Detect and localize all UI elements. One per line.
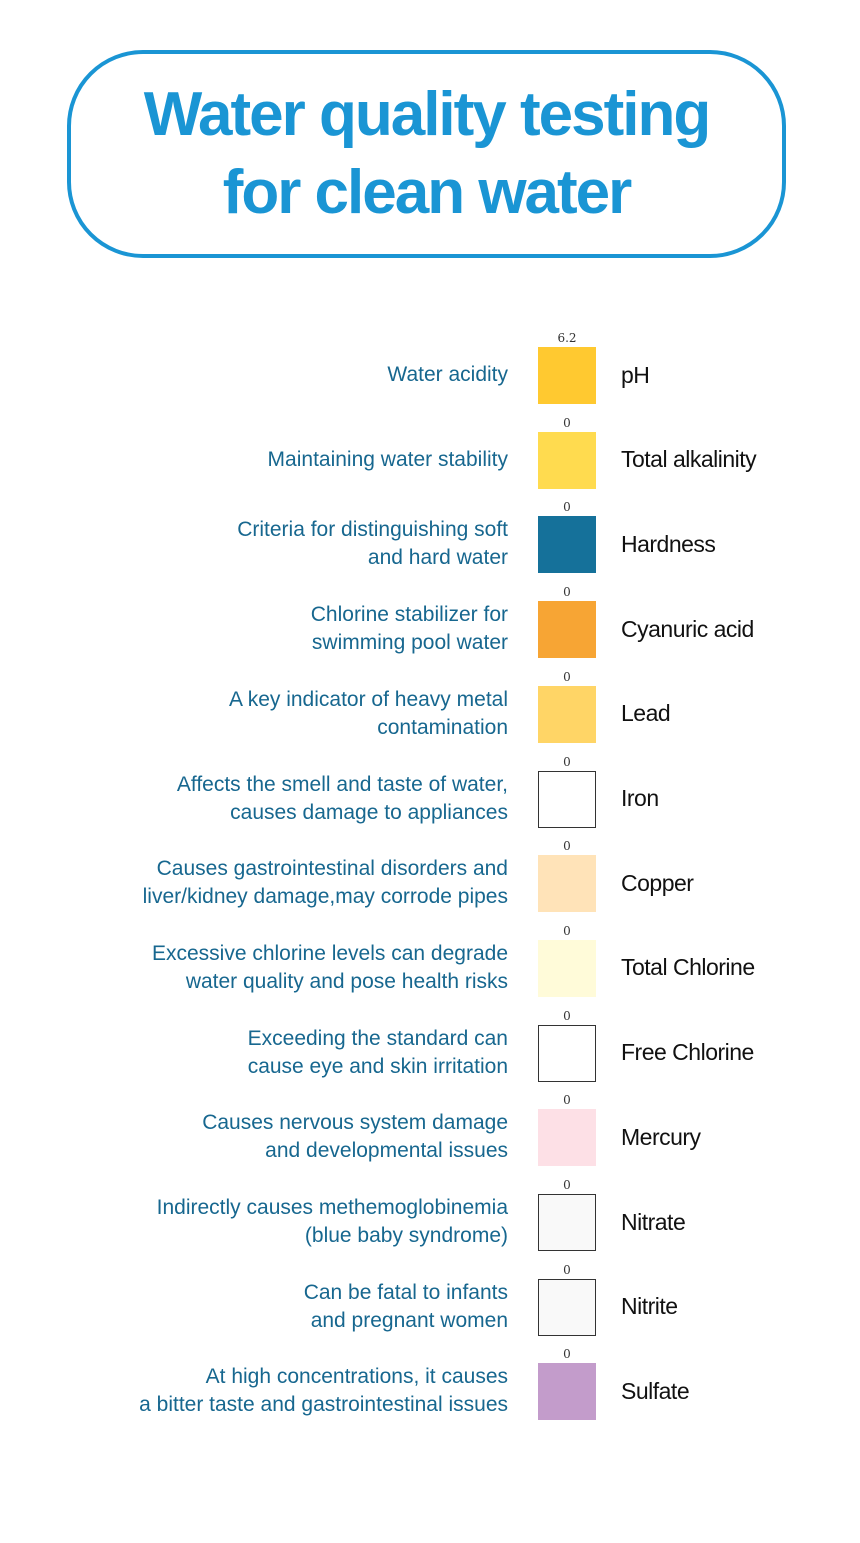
color-swatch <box>538 432 596 489</box>
description-line: Affects the smell and taste of water, <box>176 772 508 796</box>
parameter-value: 0 <box>563 923 571 938</box>
description-line: Indirectly causes methemoglobinemia <box>156 1196 508 1219</box>
color-swatch <box>538 601 596 658</box>
color-swatch <box>538 347 596 404</box>
test-parameter-row <box>0 1178 860 1257</box>
parameter-name: Nitrite <box>621 1293 678 1320</box>
description-line: contamination <box>377 715 508 739</box>
parameter-description <box>48 933 508 1003</box>
description-line: Can be fatal to infants <box>303 1280 508 1304</box>
parameter-description <box>48 1356 508 1426</box>
parameter-name: Copper <box>621 869 694 896</box>
parameter-value: 0 <box>563 415 571 430</box>
parameter-description <box>48 1018 508 1088</box>
parameter-name: Cyanuric acid <box>621 615 754 642</box>
parameter-description <box>48 425 508 495</box>
color-swatch <box>538 516 596 573</box>
parameter-value: 0 <box>563 585 571 600</box>
parameter-value: 6.2 <box>557 331 577 345</box>
test-parameter-row <box>0 1262 860 1342</box>
test-parameter-row <box>0 1093 860 1172</box>
description-line: Causes gastrointestinal disorders and <box>156 857 508 881</box>
test-parameter-row <box>0 1008 860 1088</box>
description-line: and pregnant women <box>310 1308 508 1332</box>
test-parameter-row <box>0 923 860 1003</box>
parameter-description <box>48 1187 508 1257</box>
parameter-value: 0 <box>563 1093 571 1108</box>
parameter-name: Mercury <box>621 1123 701 1150</box>
color-swatch <box>538 686 596 743</box>
color-swatch <box>538 1363 596 1420</box>
test-parameter-row <box>0 331 860 410</box>
description-line: Chlorine stabilizer for <box>310 603 508 627</box>
description-line: Causes nervous system damage <box>202 1111 508 1135</box>
parameter-value: 0 <box>563 754 571 769</box>
parameter-name: pH <box>621 361 650 388</box>
test-parameter-row <box>0 839 860 918</box>
description-line: A key indicator of heavy metal <box>229 687 508 711</box>
title-line-2: for clean water <box>222 158 631 227</box>
test-parameter-row <box>0 415 860 495</box>
parameter-name: Nitrate <box>621 1208 686 1235</box>
color-swatch <box>538 1109 596 1166</box>
description-line: (blue baby syndrome) <box>304 1224 508 1247</box>
parameter-description <box>48 679 508 749</box>
parameter-name: Sulfate <box>621 1377 690 1404</box>
description-line: Water acidity <box>387 363 508 386</box>
color-swatch <box>538 855 596 912</box>
title-box <box>67 50 786 258</box>
description-line: At high concentrations, it causes <box>205 1365 508 1389</box>
parameter-name: Iron <box>621 785 659 811</box>
color-swatch <box>538 771 596 828</box>
test-parameter-row <box>0 669 860 749</box>
parameter-value: 0 <box>563 839 571 854</box>
parameter-name: Total alkalinity <box>621 446 757 473</box>
parameter-value: 0 <box>563 1347 571 1362</box>
description-line: water quality and pose health risks <box>185 969 508 993</box>
description-line: Maintaining water stability <box>267 447 508 471</box>
test-parameter-row <box>0 1347 860 1426</box>
description-line: and hard water <box>367 546 508 570</box>
description-line: a bitter taste and gastrointestinal issues <box>139 1393 508 1417</box>
description-line: Excessive chlorine levels can degrade <box>151 941 508 965</box>
color-swatch <box>538 1025 596 1082</box>
parameter-description <box>48 848 508 918</box>
test-parameter-row <box>0 500 860 579</box>
parameter-name: Total Chlorine <box>621 954 755 981</box>
title-line-1: Water quality testing <box>143 80 710 149</box>
parameter-description <box>48 340 508 410</box>
description-line: swimming pool water <box>311 631 508 655</box>
parameter-name: Free Chlorine <box>621 1039 754 1066</box>
color-swatch <box>538 1279 596 1336</box>
description-line: liver/kidney damage,may corrode pipes <box>142 885 508 909</box>
parameter-value: 0 <box>563 1178 571 1192</box>
color-swatch <box>538 940 596 997</box>
description-line: and developmental issues <box>265 1139 508 1163</box>
description-line: Criteria for distinguishing soft <box>237 518 508 542</box>
parameter-description <box>48 764 508 834</box>
parameter-description <box>48 509 508 579</box>
description-line: Exceeding the standard can <box>247 1026 508 1050</box>
parameter-value: 0 <box>563 669 571 684</box>
test-parameter-row <box>0 585 860 664</box>
description-line: cause eye and skin irritation <box>247 1054 508 1078</box>
parameter-name: Lead <box>621 700 671 727</box>
parameter-description <box>48 594 508 664</box>
parameter-value: 0 <box>563 1262 571 1277</box>
parameter-name: Hardness <box>621 530 716 557</box>
description-line: causes damage to appliances <box>230 800 508 824</box>
parameter-value: 0 <box>563 500 571 515</box>
color-swatch <box>538 1194 596 1251</box>
parameter-value: 0 <box>563 1008 571 1023</box>
parameter-description <box>48 1102 508 1172</box>
test-parameter-row <box>0 754 860 834</box>
parameter-description <box>48 1272 508 1342</box>
